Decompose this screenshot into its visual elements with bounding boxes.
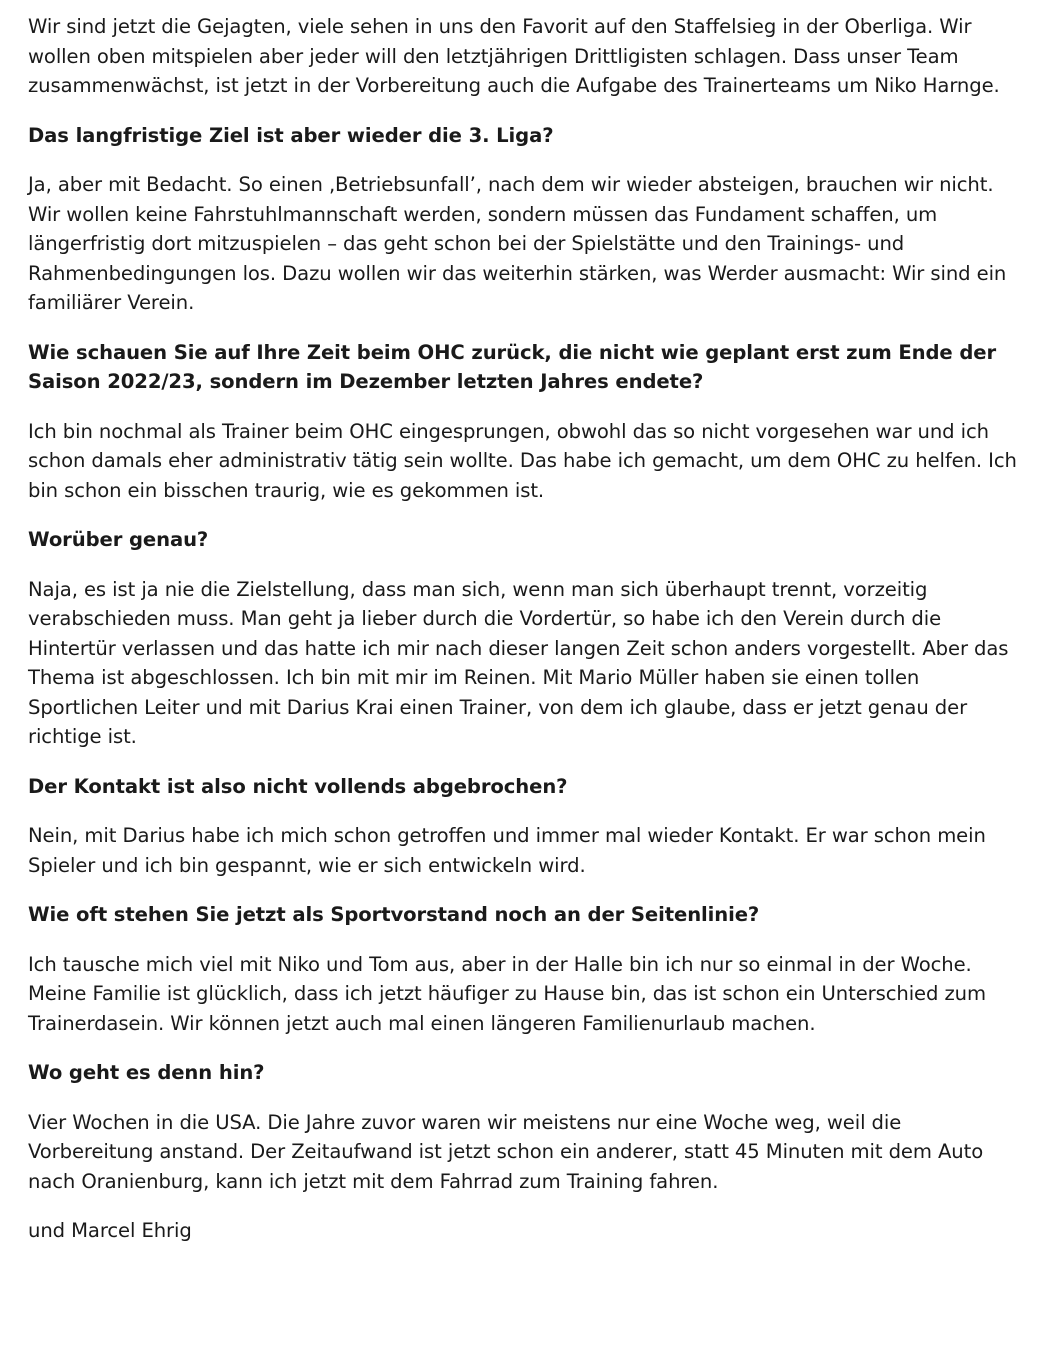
author-credit: und Marcel Ehrig <box>28 1219 192 1242</box>
answer-paragraph: Ich tausche mich viel mit Niko und Tom aus, aber in der Halle bin ich nur so einmal in der Woche. Meine Familie ist glücklich, dass ich jetzt häufiger zu Hause bin, das ist schon ein Unterschied zum Trainerdasein. Wir können jetzt auch mal einen längeren Familienurlaub machen. <box>28 952 986 1035</box>
interview-question: Wie schauen Sie auf Ihre Zeit beim OHC zurück, die nicht wie geplant erst zum Ende der Saison 2022/23, sondern im Dezember letzten Jahres endete? <box>28 340 997 393</box>
interview-question: Wie oft stehen Sie jetzt als Sportvorstand noch an der Seitenlinie? <box>28 903 760 926</box>
answer-paragraph: Ja, aber mit Bedacht. So einen ‚Betriebsunfall’, nach dem wir wieder absteigen, brauchen wir nicht. Wir wollen keine Fahrstuhlmannschaft werden, sondern müssen das Fundament schaffen, um längerfristig dort mitzuspielen – das geht schon bei der Spielstätte und den Trainings- und Rahmenbedingungen los. Dazu wollen wir das weiterhin stärken, was Werder ausmacht: Wir sind ein familiärer Verein. <box>28 173 1007 314</box>
interview-question: Der Kontakt ist also nicht vollends abgebrochen? <box>28 774 568 798</box>
interview-question: Das langfristige Ziel ist aber wieder die 3. Liga? <box>28 123 554 147</box>
answer-paragraph: Naja, es ist ja nie die Zielstellung, dass man sich, wenn man sich überhaupt trennt, vorzeitig verabschieden muss. Man geht ja lieber durch die Vordertür, so habe ich den Verein durch die Hintertür verlassen und das hatte ich mir nach dieser langen Zeit schon anders vorgestellt. Aber das Thema ist abgeschlossen. Ich bin mit mir im Reinen. Mit Mario Müller haben sie einen tollen Sportlichen Leiter und mit Darius Krai einen Trainer, von dem ich glaube, dass er jetzt genau der richtige ist. <box>28 577 1009 748</box>
answer-paragraph: Vier Wochen in die USA. Die Jahre zuvor waren wir meistens nur eine Woche weg, weil die Vorbereitung anstand. Der Zeitaufwand ist jetzt schon ein anderer, statt 45 Minuten mit dem Auto nach Oranienburg, kann ich jetzt mit dem Fahrrad zum Training fahren. <box>28 1110 984 1193</box>
answer-paragraph: Nein, mit Darius habe ich mich schon getroffen und immer mal wieder Kontakt. Er war schon mein Spieler und ich bin gespannt, wie er sich entwickeln wird. <box>28 824 986 877</box>
interview-question: Worüber genau? <box>28 528 209 551</box>
interview-question: Wo geht es denn hin? <box>28 1061 265 1084</box>
answer-paragraph: Ich bin nochmal als Trainer beim OHC eingesprungen, obwohl das so nicht vorgesehen war und ich schon damals eher administrativ tätig sein wollte. Das habe ich gemacht, um dem OHC zu helfen. Ich bin schon ein bisschen traurig, wie es gekommen ist. <box>28 419 1017 502</box>
answer-paragraph: Wir sind jetzt die Gejagten, viele sehen in uns den Favorit auf den Staffelsieg in der Oberliga. Wir wollen oben mitspielen aber jeder will den letztjährigen Drittligisten schlagen. Dass unser Team zusammenwächst, ist jetzt in der Vorbereitung auch die Aufgabe des Trainerteams um Niko Harnge. <box>28 15 1000 97</box>
